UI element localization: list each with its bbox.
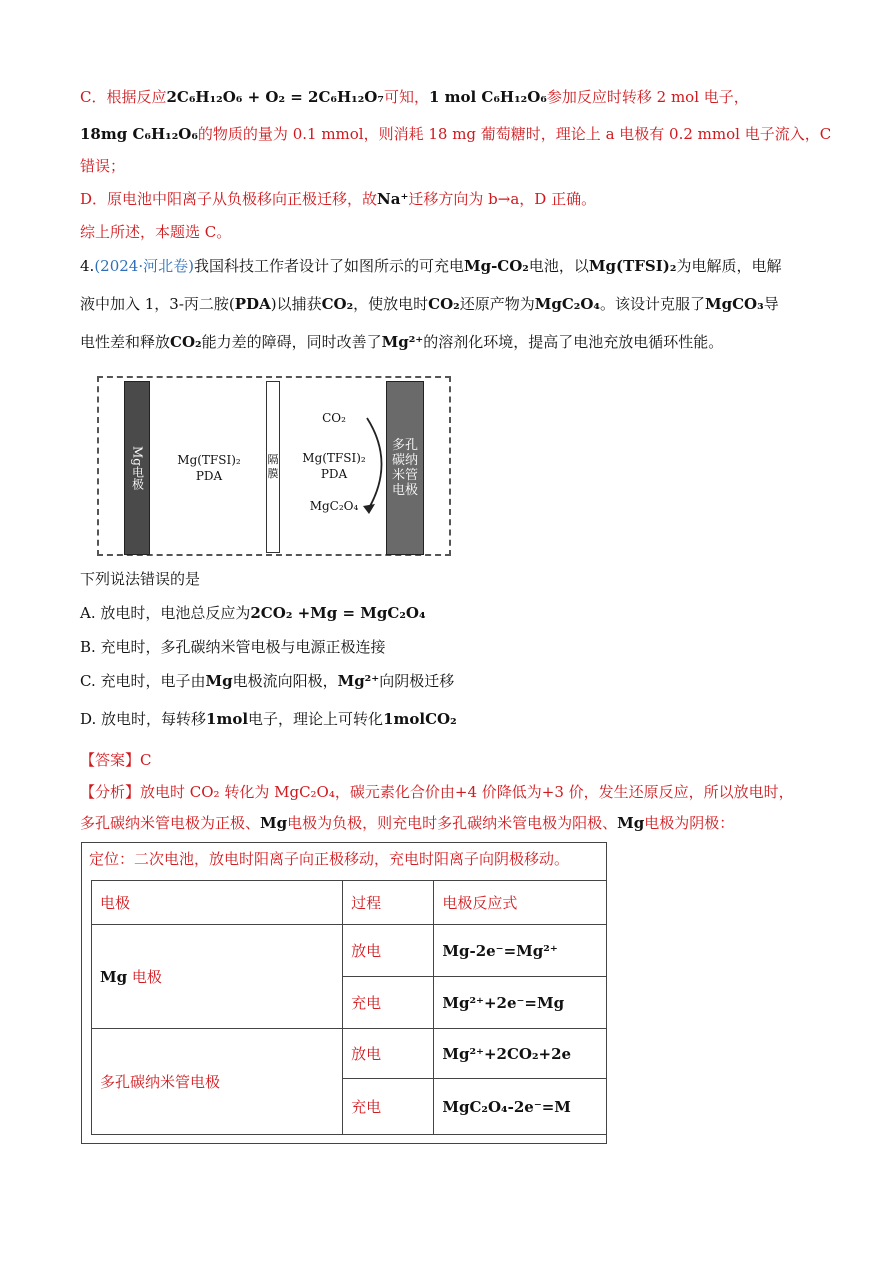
question-4-line1: 4.(2024·河北卷)我国科技工作者设计了如图所示的可充电Mg-CO₂电池，以Mg(TFSI)₂为电解质，电解 [80,257,782,275]
cell-process: 放电 [343,1029,434,1079]
header-equation: 电极反应式 [434,881,607,925]
summary-line: 综上所述，本题选 C。 [80,223,232,241]
mg-electrode: Mg电极 [124,381,150,555]
left-electrolyte-label: Mg(TFSI)₂ PDA [177,453,241,483]
product-label: MgC₂O₄ [309,499,359,513]
answer-line: 【答案】C [80,751,152,769]
cell-process: 充电 [343,977,434,1029]
analysis-line2: 多孔碳纳米管电极为正极、Mg电极为负极，则充电时多孔碳纳米管电极为阳极、Mg电极为阴极： [80,814,735,832]
table-row [92,1029,607,1079]
option-c-analysis-line3: 错误； [80,157,126,175]
option-b: B. 充电时，多孔碳纳米管电极与电源正极连接 [80,638,386,656]
cell-equation: Mg-2e⁻=Mg²⁺ [434,925,607,977]
cell-process: 充电 [343,1079,434,1135]
analysis-line1: 【分析】放电时 CO₂ 转化为 MgC₂O₄，碳元素化合价由+4 价降低为+3 价，发生还原反应，所以放电时， [80,783,794,801]
cell-process: 放电 [343,925,434,977]
cell-equation: Mg²⁺+2e⁻=Mg [434,977,607,1029]
question-prompt: 下列说法错误的是 [80,570,201,588]
carbon-nanotube-electrode: 多孔 碳纳 米管 电极 [386,381,424,555]
option-d-analysis: D．原电池中阳离子从负极移向正极迁移，故Na⁺迁移方向为 b→a，D 正确。 [80,190,597,208]
option-d: D. 放电时，每转移1mol电子，理论上可转化1molCO₂ [80,710,457,728]
battery-diagram [97,376,451,556]
table-row [92,925,607,977]
analysis-table-clip [81,842,607,1144]
table-note: 定位：二次电池，放电时阳离子向正极移动，充电时阳离子向阴极移动。 [89,850,570,868]
table-header-row [92,881,607,925]
co2-label: CO₂ [322,411,346,425]
cell-mg-electrode: Mg 电极 [92,925,343,1029]
cell-cnt-electrode: 多孔碳纳米管电极 [92,1029,343,1135]
cell-equation: MgC₂O₄-2e⁻=M [434,1079,607,1135]
question-4-line3: 电性差和释放CO₂能力差的障碍，同时改善了Mg²⁺的溶剂化环境，提高了电池充放电循环性能。 [80,333,724,351]
option-c-analysis-line1: C．根据反应2C₆H₁₂O₆ + O₂ = 2C₆H₁₂O₇可知，1 mol C₆H₁₂O₆参加反应时转移 2 mol 电子， [80,88,749,106]
option-a: A. 放电时，电池总反应为2CO₂ +Mg = MgC₂O₄ [80,604,426,622]
right-electrolyte-label: Mg(TFSI)₂ PDA [302,451,366,481]
separator: 隔膜 [266,381,280,553]
question-4-line2: 液中加入 1，3-丙二胺(PDA)以捕获CO₂，使放电时CO₂还原产物为MgC₂O₄。该设计克服了MgCO₃导 [80,295,779,313]
header-electrode: 电极 [92,881,343,925]
header-process: 过程 [343,881,434,925]
option-c: C. 充电时，电子由Mg电极流向阳极，Mg²⁺向阴极迁移 [80,672,455,690]
cell-equation: Mg²⁺+2CO₂+2e [434,1029,607,1079]
option-c-analysis-line2: 18mg C₆H₁₂O₆的物质的量为 0.1 mmol，则消耗 18 mg 葡萄糖时，理论上 a 电极有 0.2 mmol 电子流入，C [80,125,832,143]
electrode-table [91,880,607,1135]
